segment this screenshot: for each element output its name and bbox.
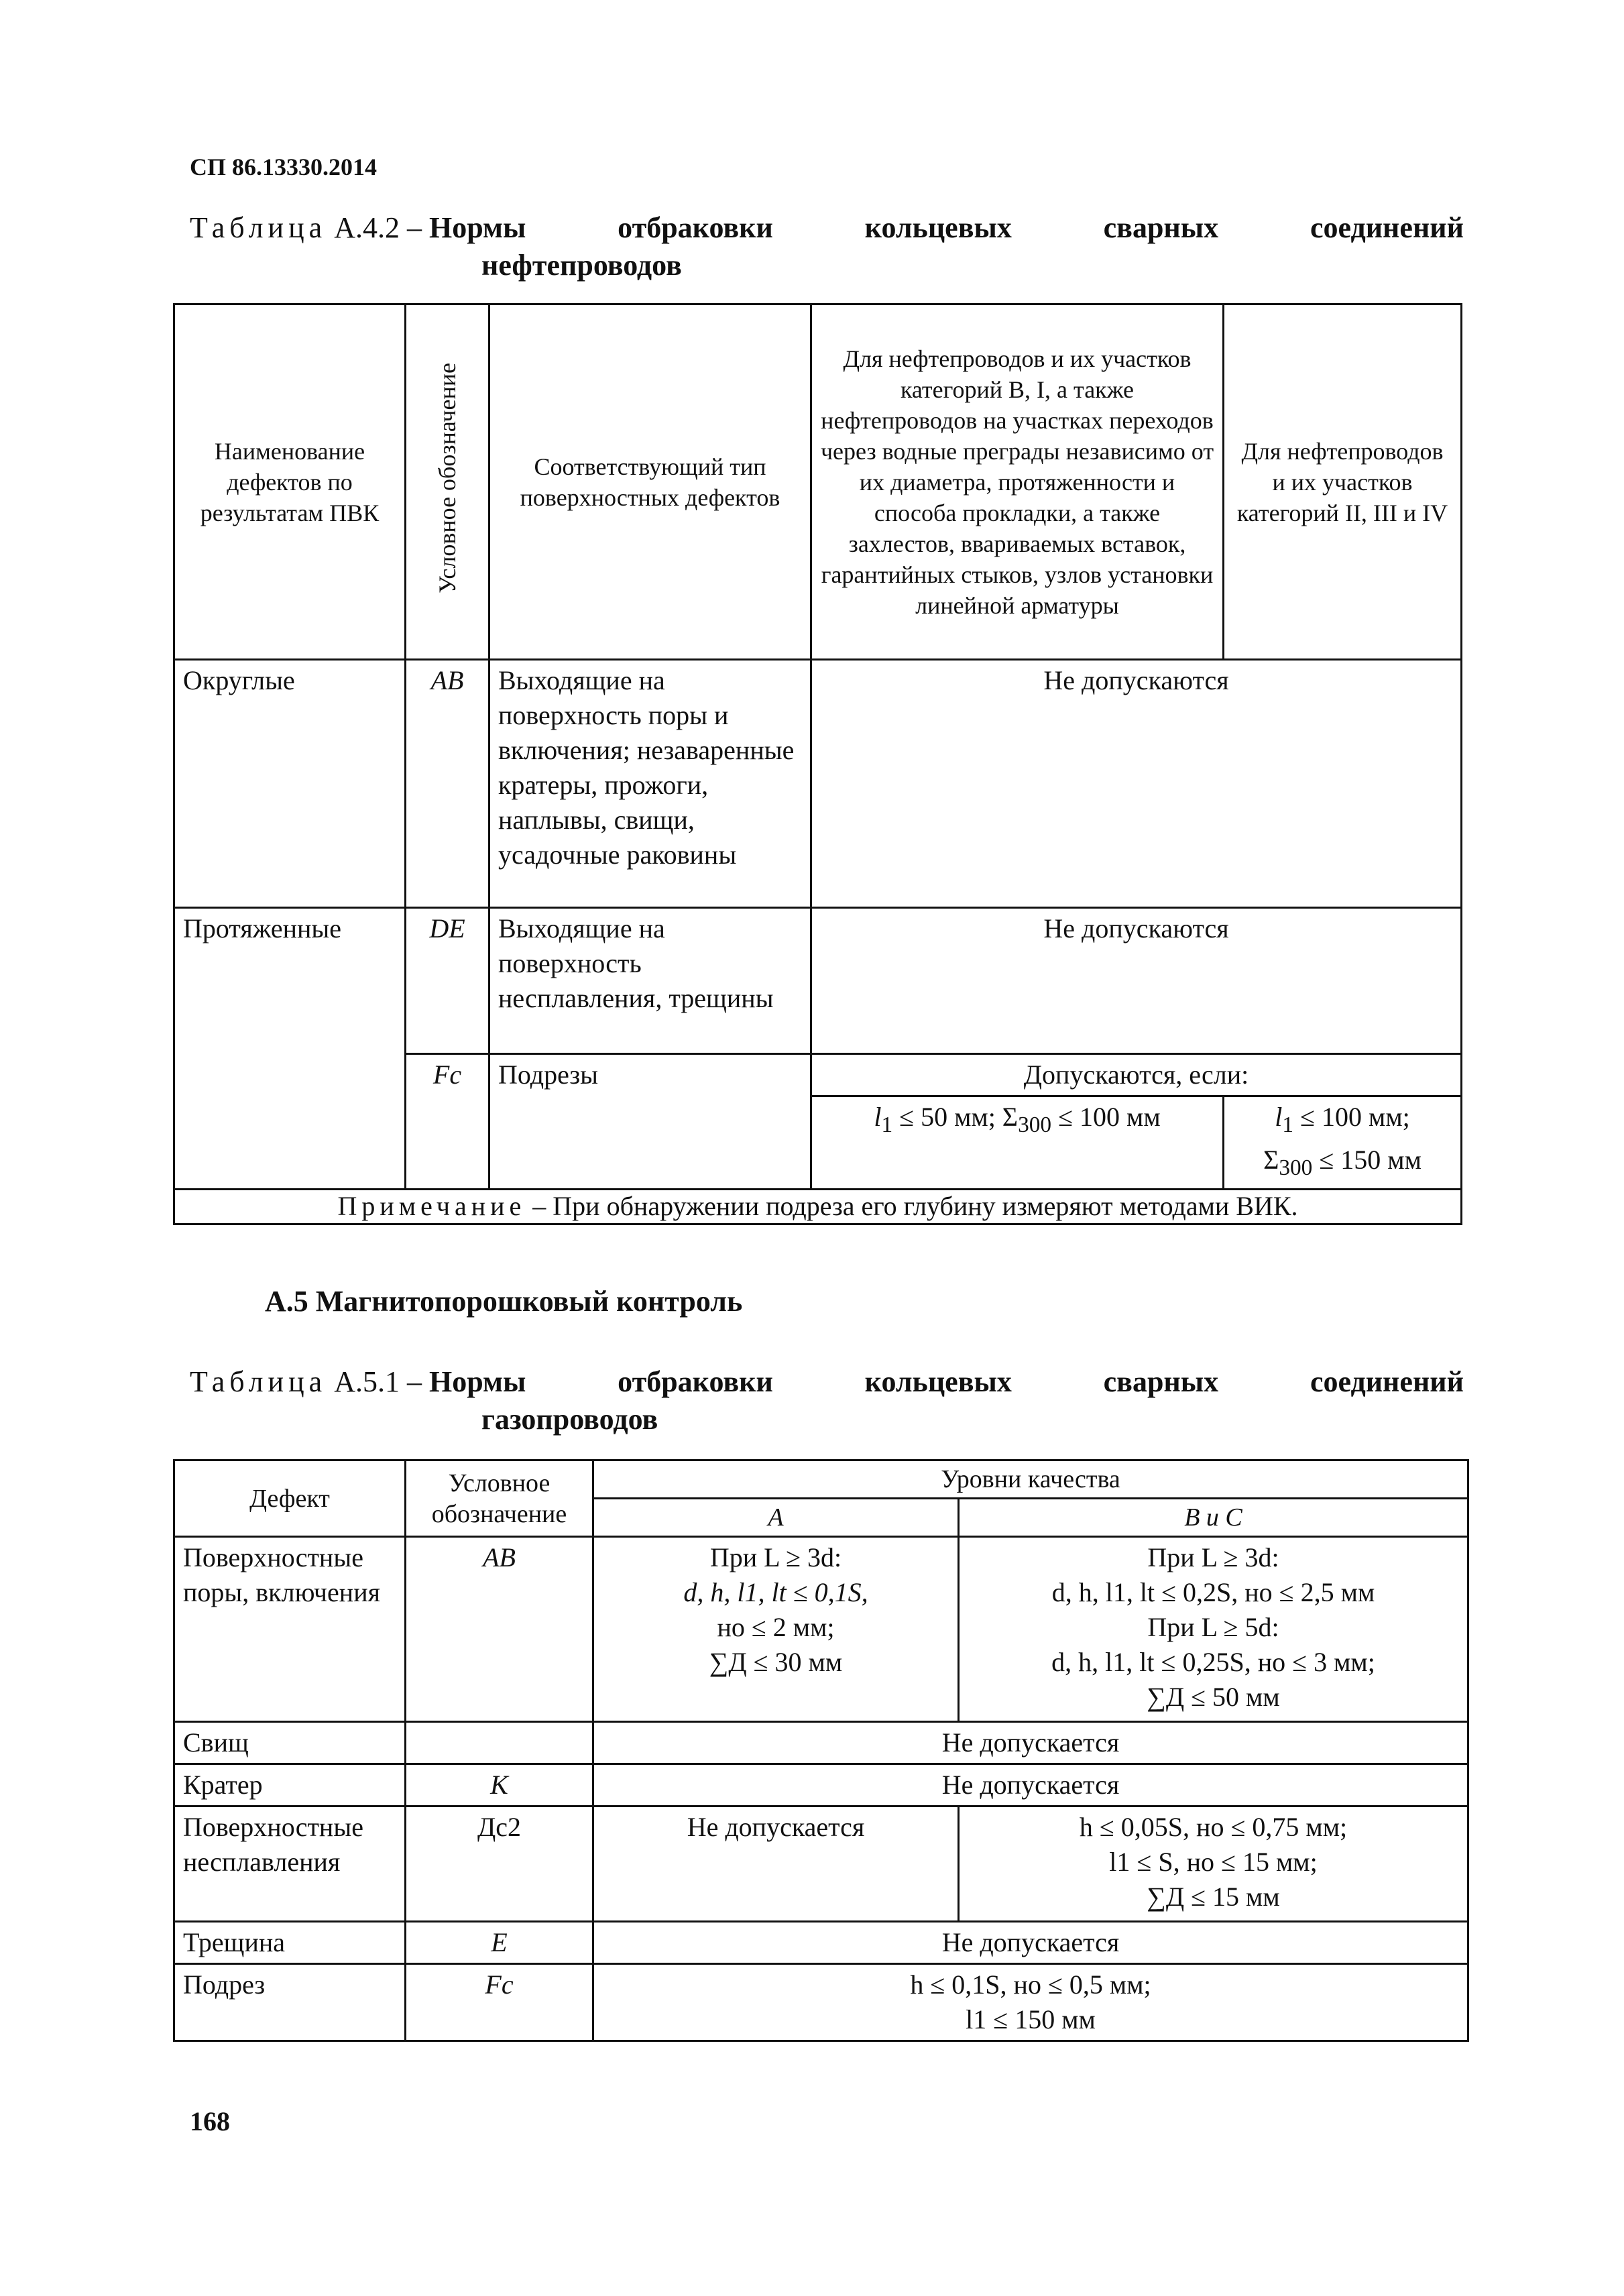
caption-word: отбраковки bbox=[618, 1365, 773, 1398]
table1-caption bbox=[190, 209, 1464, 284]
caption-word: кольцевых bbox=[864, 1365, 1012, 1398]
cell-type: Выходящие на поверхность несплавления, трещины bbox=[489, 908, 811, 1054]
cell-type: Выходящие на поверхность поры и включения; незаваренные кратеры, прожоги, наплывы, свищи, усадочные раковины bbox=[489, 660, 811, 908]
header-defect: Дефект bbox=[174, 1460, 406, 1537]
cell-defect: Поверхностные поры, включения bbox=[174, 1537, 406, 1722]
cell-symbol: DE bbox=[406, 908, 489, 1054]
cell-symbol: AB bbox=[406, 660, 489, 908]
header-level-a: A bbox=[593, 1499, 959, 1537]
caption-label: Таблица bbox=[190, 1365, 327, 1398]
cell-level-a: Не допускается bbox=[593, 1806, 959, 1922]
cell-value: Не допускается bbox=[593, 1764, 1468, 1806]
caption-number: А.5.1 bbox=[334, 1365, 400, 1398]
table-row bbox=[174, 1964, 1468, 2041]
cell-value: Не допускается bbox=[593, 1922, 1468, 1964]
table-row bbox=[174, 660, 1462, 908]
cell-value: Не допускается bbox=[593, 1722, 1468, 1764]
caption-word: сварных bbox=[1103, 1365, 1219, 1398]
cell-symbol bbox=[406, 1722, 593, 1764]
caption-line2: нефтепроводов bbox=[481, 249, 682, 282]
cell-value: h ≤ 0,1S, но ≤ 0,5 мм; l1 ≤ 150 мм bbox=[593, 1964, 1468, 2041]
caption-label: Таблица bbox=[190, 211, 327, 244]
table-a42 bbox=[173, 303, 1462, 1225]
header-category-2: Для нефтепроводов и их участков категорий II, III и IV bbox=[1224, 304, 1462, 660]
caption-word: сварных bbox=[1103, 211, 1219, 244]
cell-symbol: Дс2 bbox=[406, 1806, 593, 1922]
cell-value: Не допускаются bbox=[811, 660, 1462, 908]
cell-level-bc: h ≤ 0,05S, но ≤ 0,75 мм; l1 ≤ S, но ≤ 15 мм; ∑Д ≤ 15 мм bbox=[959, 1806, 1468, 1922]
page-number: 168 bbox=[190, 2106, 230, 2136]
cell-category-1-limit: $l_1 \le 50$ мм; $\Sigma_{300} \le 100$ мм bbox=[811, 1096, 1224, 1190]
cell-level-bc: При L ≥ 3d: d, h, l1, lt ≤ 0,2S, но ≤ 2,5 мм При L ≥ 5d: d, h, l1, lt ≤ 0,25S, но ≤ 3 мм; ∑Д ≤ 50 мм bbox=[959, 1537, 1468, 1722]
table-header-row bbox=[174, 304, 1462, 660]
cell-symbol: Fc bbox=[406, 1054, 489, 1190]
header-symbol: Условное обозначение bbox=[406, 1460, 593, 1537]
caption-word: Нормы bbox=[428, 1365, 526, 1398]
cell-defect: Трещина bbox=[174, 1922, 406, 1964]
caption-dash: – bbox=[399, 211, 429, 244]
table-a51 bbox=[173, 1459, 1469, 2042]
cell-defect: Подрез bbox=[174, 1964, 406, 2041]
table-row bbox=[174, 1922, 1468, 1964]
header-defect-type: Соответствующий тип поверхностных дефектов bbox=[489, 304, 811, 660]
header-defect-name: Наименование дефектов по результатам ПВК bbox=[174, 304, 406, 660]
cell-defect: Свищ bbox=[174, 1722, 406, 1764]
cell-defect: Поверхностные несплавления bbox=[174, 1806, 406, 1922]
caption-line2: газопроводов bbox=[481, 1403, 658, 1436]
table-header-row bbox=[174, 1460, 1468, 1499]
cell-value: Не допускаются bbox=[811, 908, 1462, 1054]
cell-level-a: При L ≥ 3d: d, h, l1, lt ≤ 0,1S, но ≤ 2 мм; ∑Д ≤ 30 мм bbox=[593, 1537, 959, 1722]
caption-word: Нормы bbox=[428, 211, 526, 244]
caption-number: А.4.2 bbox=[334, 211, 400, 244]
caption-word: кольцевых bbox=[864, 211, 1012, 244]
caption-dash: – bbox=[399, 1365, 429, 1398]
cell-value: Допускаются, если: bbox=[811, 1054, 1462, 1096]
header-level-bc: B и C bbox=[959, 1499, 1468, 1537]
cell-type: Подрезы bbox=[489, 1054, 811, 1190]
table-row bbox=[174, 1537, 1468, 1722]
table-row bbox=[174, 908, 1462, 1054]
cell-category-2-limit: $l_1 \le 100$ мм; $\Sigma_{300} \le 150$ мм bbox=[1224, 1096, 1462, 1190]
table-row bbox=[174, 1722, 1468, 1764]
section-heading: А.5 Магнитопорошковый контроль bbox=[265, 1285, 743, 1318]
caption-word: соединений bbox=[1310, 1365, 1464, 1398]
cell-symbol: AB bbox=[406, 1537, 593, 1722]
cell-name: Округлые bbox=[174, 660, 406, 908]
header-quality-levels: Уровни качества bbox=[593, 1460, 1468, 1499]
cell-symbol: Fc bbox=[406, 1964, 593, 2041]
header-category-1: Для нефтепроводов и их участков категорий В, I, а также нефтепроводов на участках переходов через водные преграды независимо от их диаметра, протяженности и способа прокладки, а также захлестов, ввариваемых вставок, гарантийных стыков, узлов установки линейной арматуры bbox=[811, 304, 1224, 660]
header-symbol: Условное обозначение bbox=[406, 304, 489, 660]
caption-word: отбраковки bbox=[618, 211, 773, 244]
cell-symbol: K bbox=[406, 1764, 593, 1806]
cell-name: Протяженные bbox=[174, 908, 406, 1190]
table-note-row bbox=[174, 1190, 1462, 1224]
document-code: СП 86.13330.2014 bbox=[190, 154, 377, 180]
cell-defect: Кратер bbox=[174, 1764, 406, 1806]
table-row bbox=[174, 1764, 1468, 1806]
caption-word: соединений bbox=[1310, 211, 1464, 244]
table-note: Примечание – При обнаружении подреза его глубину измеряют методами ВИК. bbox=[174, 1190, 1462, 1224]
table2-caption bbox=[190, 1363, 1464, 1438]
table-row bbox=[174, 1806, 1468, 1922]
cell-symbol: E bbox=[406, 1922, 593, 1964]
